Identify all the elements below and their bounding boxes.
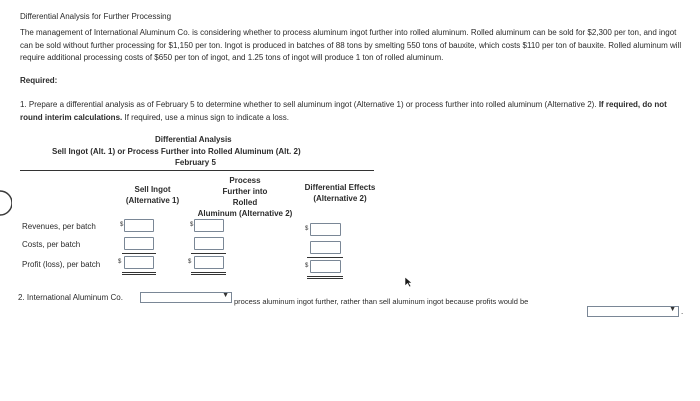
alt2-total-rule: [191, 253, 226, 254]
row-label-profit: Profit (loss), per batch: [22, 260, 101, 269]
chevron-down-icon: ▼: [669, 306, 676, 313]
analysis-heading: Differential Analysis: [155, 135, 232, 144]
question-2-period: .: [681, 307, 684, 316]
alt2-double-rule: [191, 274, 226, 275]
differential-double-rule: [307, 276, 343, 277]
alt2-revenues-input[interactable]: [194, 219, 224, 232]
currency-symbol: $: [188, 259, 192, 265]
alt2-profit-input[interactable]: [194, 256, 224, 269]
alt1-costs-input[interactable]: [124, 237, 154, 250]
row-label-costs: Costs, per batch: [22, 240, 81, 249]
question-1-rounding-note: If required, do not round interim calculations.: [20, 100, 667, 122]
analysis-subheading: Sell Ingot (Alt. 1) or Process Further into Rolled Aluminum (Alt. 2): [52, 147, 301, 156]
heading-rule: [20, 170, 374, 171]
alt2-double-rule: [191, 272, 226, 273]
alt1-revenues-input[interactable]: [124, 219, 154, 232]
profit-direction-dropdown[interactable]: [587, 306, 679, 317]
currency-symbol: $: [190, 222, 194, 228]
required-label: Required:: [20, 76, 58, 85]
currency-symbol: $: [118, 259, 122, 265]
currency-symbol: $: [120, 222, 124, 228]
problem-description: The management of International Aluminum Co. is considering whether to process aluminum ingot further into rolled aluminum. Rolled aluminum can be sold for $2,300 per ton, and ingot can be sold without further processing for $1,150 per ton. Ingot is produced in batches of 88 tons by smelting 550 tons of bauxite, which costs $110 per ton of bauxite. Rolled aluminum will require additional processing costs of $650 per ton of ingot, and 1.25 tons of ingot will produce 1 ton of rolled aluminum.: [20, 28, 682, 62]
alt1-profit-input[interactable]: [124, 256, 154, 269]
analysis-date: February 5: [175, 158, 216, 167]
currency-symbol: $: [305, 226, 309, 232]
question-1-text: [20, 99, 690, 124]
alt1-double-rule: [122, 274, 156, 275]
differential-double-rule: [307, 278, 343, 279]
column-header-alt2: [186, 175, 304, 219]
side-panel-toggle-icon[interactable]: [0, 190, 12, 216]
column-header-alt1: Sell Ingot (Alternative 1): [125, 185, 180, 205]
decision-dropdown[interactable]: [140, 292, 232, 303]
column-header-alt2-line2: Aluminum (Alternative 2): [197, 209, 293, 218]
question-2-label: 2. International Aluminum Co.: [18, 293, 123, 302]
column-header-alt2-line1: Process Further into Rolled: [222, 176, 268, 207]
differential-profit-input[interactable]: [310, 260, 341, 273]
currency-symbol: $: [305, 263, 309, 269]
differential-costs-input[interactable]: [310, 241, 341, 254]
alt1-total-rule: [122, 253, 156, 254]
column-header-differential: Differential Effects (Alternative 2): [304, 183, 376, 203]
differential-total-rule: [307, 257, 343, 258]
alt2-costs-input[interactable]: [194, 237, 224, 250]
alt1-double-rule: [122, 272, 156, 273]
page-title: Differential Analysis for Further Processing: [20, 12, 172, 21]
question-1-sign-note: If required, use a minus sign to indicate a loss.: [124, 112, 290, 122]
question-2-middle-text: process aluminum ingot further, rather than sell aluminum ingot because profits would be: [234, 297, 529, 306]
chevron-down-icon: ▼: [222, 292, 229, 299]
question-1-instruction: 1. Prepare a differential analysis as of February 5 to determine whether to sell aluminum ingot (Alternative 1) or process further into rolled aluminum (Alternative 2).: [20, 100, 597, 109]
row-label-revenues: Revenues, per batch: [22, 222, 96, 231]
mouse-cursor-icon: [404, 276, 413, 288]
differential-revenues-input[interactable]: [310, 223, 341, 236]
